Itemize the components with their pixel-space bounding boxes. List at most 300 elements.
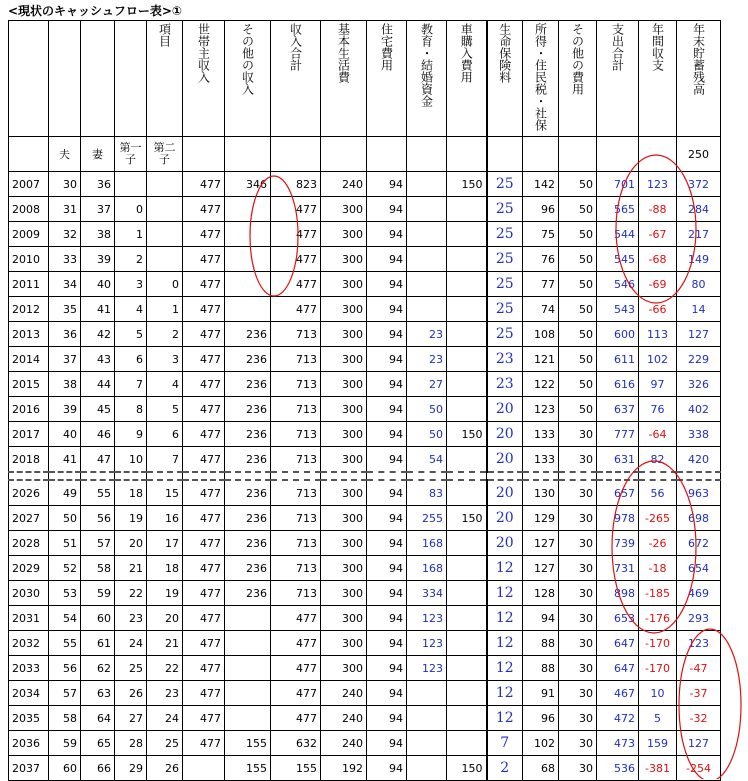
housing-cost-cell: 94 — [367, 706, 407, 731]
other-income-cell: 236 — [225, 531, 271, 556]
life-insurance-cell: 25 — [487, 272, 523, 297]
taxes-social-cell: 142 — [523, 172, 559, 197]
taxes-social-cell: 88 — [523, 631, 559, 656]
other-income-cell — [225, 681, 271, 706]
education-cost-cell: 23 — [407, 322, 447, 347]
income-total-cell: 155 — [271, 756, 321, 781]
living-cost-cell: 192 — [321, 756, 367, 781]
header-label-car-cost: 車購入費用 — [459, 23, 474, 83]
income-total-cell: 477 — [271, 272, 321, 297]
subheader-other-cost — [559, 137, 597, 172]
education-cost-cell — [407, 681, 447, 706]
header-taxes-social — [523, 21, 559, 137]
head-income-cell: 477 — [183, 606, 225, 631]
head-income-cell: 477 — [183, 556, 225, 581]
husband-age-cell: 56 — [49, 656, 81, 681]
header-year — [9, 21, 49, 137]
year-end-savings-cell: 402 — [677, 397, 721, 422]
life-insurance-cell: 7 — [487, 731, 523, 756]
header-label-income-total: 収入合計 — [288, 23, 303, 71]
education-cost-cell: 50 — [407, 422, 447, 447]
table-row — [9, 297, 721, 322]
car-cost-cell — [447, 247, 487, 272]
wife-age-cell: 44 — [81, 372, 115, 397]
annual-balance-cell: -68 — [639, 247, 677, 272]
child1-age-cell: 22 — [115, 581, 147, 606]
life-insurance-cell: 25 — [487, 197, 523, 222]
child1-age-cell: 6 — [115, 347, 147, 372]
head-income-cell: 477 — [183, 531, 225, 556]
table-row — [9, 681, 721, 706]
income-total-cell: 713 — [271, 480, 321, 506]
wife-age-cell: 37 — [81, 197, 115, 222]
year-end-savings-cell: 14 — [677, 297, 721, 322]
year-cell: 2017 — [9, 422, 49, 447]
income-total-cell: 477 — [271, 706, 321, 731]
housing-cost-cell: 94 — [367, 581, 407, 606]
husband-age-cell: 55 — [49, 631, 81, 656]
other-income-cell: 236 — [225, 480, 271, 506]
table-row — [9, 197, 721, 222]
subheader-housing-cost — [367, 137, 407, 172]
table-row — [9, 347, 721, 372]
husband-age-cell: 37 — [49, 347, 81, 372]
income-total-cell: 713 — [271, 322, 321, 347]
year-cell: 2033 — [9, 656, 49, 681]
wife-age-cell: 62 — [81, 656, 115, 681]
other-income-cell: 236 — [225, 581, 271, 606]
year-end-savings-cell: 127 — [677, 731, 721, 756]
table-row — [9, 556, 721, 581]
annual-balance-cell: -185 — [639, 581, 677, 606]
subheader-other-income — [225, 137, 271, 172]
table-row — [9, 656, 721, 681]
other-income-cell — [225, 247, 271, 272]
living-cost-cell: 300 — [321, 422, 367, 447]
car-cost-cell: 150 — [447, 506, 487, 531]
header-label-education-cost: 教育・結婚資金 — [419, 23, 434, 107]
year-cell: 2027 — [9, 506, 49, 531]
husband-age-cell: 53 — [49, 581, 81, 606]
other-cost-cell: 50 — [559, 372, 597, 397]
head-income-cell: 477 — [183, 681, 225, 706]
year-end-savings-cell: 123 — [677, 631, 721, 656]
income-total-cell: 713 — [271, 506, 321, 531]
housing-cost-cell: 94 — [367, 272, 407, 297]
expense-total-cell: 472 — [597, 706, 639, 731]
wife-age-cell: 45 — [81, 397, 115, 422]
cashflow-table-wrapper — [8, 20, 721, 781]
child1-age-cell: 23 — [115, 606, 147, 631]
child2-age-cell: 24 — [147, 706, 183, 731]
other-cost-cell: 50 — [559, 172, 597, 197]
annual-balance-cell: 5 — [639, 706, 677, 731]
other-cost-cell: 30 — [559, 480, 597, 506]
car-cost-cell — [447, 397, 487, 422]
break-cell — [597, 472, 639, 480]
header-row-titles — [9, 21, 721, 137]
head-income-cell: 477 — [183, 397, 225, 422]
child2-age-cell: 6 — [147, 422, 183, 447]
break-cell — [81, 472, 115, 480]
annual-balance-cell: 113 — [639, 322, 677, 347]
wife-age-cell: 39 — [81, 247, 115, 272]
other-income-cell — [225, 656, 271, 681]
housing-cost-cell: 94 — [367, 297, 407, 322]
other-cost-cell: 30 — [559, 706, 597, 731]
child2-age-cell — [147, 172, 183, 197]
head-income-cell — [183, 756, 225, 781]
year-end-savings-cell: 149 — [677, 247, 721, 272]
husband-age-cell: 41 — [49, 447, 81, 473]
head-income-cell: 477 — [183, 247, 225, 272]
header-head-income — [183, 21, 225, 137]
header-wife-age — [81, 21, 115, 137]
expense-total-cell: 647 — [597, 631, 639, 656]
header-label-life-insurance: 生命保険料 — [497, 23, 512, 83]
child2-age-cell: 4 — [147, 372, 183, 397]
husband-age-cell: 49 — [49, 480, 81, 506]
car-cost-cell — [447, 656, 487, 681]
income-total-cell: 477 — [271, 297, 321, 322]
income-total-cell: 713 — [271, 581, 321, 606]
expense-total-cell: 978 — [597, 506, 639, 531]
living-cost-cell: 300 — [321, 372, 367, 397]
annual-balance-cell: 102 — [639, 347, 677, 372]
car-cost-cell: 150 — [447, 172, 487, 197]
head-income-cell: 477 — [183, 480, 225, 506]
break-cell — [487, 472, 523, 480]
year-cell: 2007 — [9, 172, 49, 197]
table-row — [9, 480, 721, 506]
header-row-members — [9, 137, 721, 172]
car-cost-cell — [447, 197, 487, 222]
husband-age-cell: 34 — [49, 272, 81, 297]
husband-age-cell: 51 — [49, 531, 81, 556]
year-end-savings-cell: 654 — [677, 556, 721, 581]
annual-balance-cell: 56 — [639, 480, 677, 506]
header-label-child2-age: 項目 — [157, 23, 172, 47]
life-insurance-cell: 12 — [487, 606, 523, 631]
taxes-social-cell: 102 — [523, 731, 559, 756]
subheader-car-cost — [447, 137, 487, 172]
child2-age-cell: 2 — [147, 322, 183, 347]
wife-age-cell: 63 — [81, 681, 115, 706]
child2-age-cell: 21 — [147, 631, 183, 656]
child2-age-cell — [147, 197, 183, 222]
child2-age-cell: 16 — [147, 506, 183, 531]
education-cost-cell: 334 — [407, 581, 447, 606]
year-end-savings-cell: -47 — [677, 656, 721, 681]
year-cell: 2015 — [9, 372, 49, 397]
car-cost-cell — [447, 531, 487, 556]
child1-age-cell: 1 — [115, 222, 147, 247]
table-row — [9, 606, 721, 631]
living-cost-cell: 240 — [321, 706, 367, 731]
child2-age-cell: 5 — [147, 397, 183, 422]
year-end-savings-cell: -32 — [677, 706, 721, 731]
taxes-social-cell: 96 — [523, 706, 559, 731]
year-cell: 2018 — [9, 447, 49, 473]
other-cost-cell: 30 — [559, 756, 597, 781]
taxes-social-cell: 127 — [523, 556, 559, 581]
annual-balance-cell: -69 — [639, 272, 677, 297]
other-cost-cell: 50 — [559, 297, 597, 322]
annual-balance-cell: -67 — [639, 222, 677, 247]
year-cell: 2016 — [9, 397, 49, 422]
subheader-wife-age: 妻 — [81, 137, 115, 172]
husband-age-cell: 32 — [49, 222, 81, 247]
expense-total-cell: 600 — [597, 322, 639, 347]
year-cell: 2012 — [9, 297, 49, 322]
living-cost-cell: 300 — [321, 197, 367, 222]
life-insurance-cell: 12 — [487, 656, 523, 681]
housing-cost-cell: 94 — [367, 506, 407, 531]
year-cell: 2031 — [9, 606, 49, 631]
husband-age-cell: 30 — [49, 172, 81, 197]
head-income-cell: 477 — [183, 706, 225, 731]
taxes-social-cell: 77 — [523, 272, 559, 297]
expense-total-cell: 543 — [597, 297, 639, 322]
other-cost-cell: 30 — [559, 581, 597, 606]
taxes-social-cell: 121 — [523, 347, 559, 372]
year-end-savings-cell: 217 — [677, 222, 721, 247]
annual-balance-cell: -170 — [639, 656, 677, 681]
expense-total-cell: 898 — [597, 581, 639, 606]
taxes-social-cell: 76 — [523, 247, 559, 272]
annual-balance-cell: 82 — [639, 447, 677, 473]
income-total-cell: 477 — [271, 656, 321, 681]
income-total-cell: 477 — [271, 606, 321, 631]
wife-age-cell: 61 — [81, 631, 115, 656]
table-row — [9, 447, 721, 473]
housing-cost-cell: 94 — [367, 756, 407, 781]
child1-age-cell: 19 — [115, 506, 147, 531]
annual-balance-cell: -66 — [639, 297, 677, 322]
housing-cost-cell: 94 — [367, 347, 407, 372]
living-cost-cell: 300 — [321, 581, 367, 606]
education-cost-cell — [407, 297, 447, 322]
header-education-cost — [407, 21, 447, 137]
head-income-cell: 477 — [183, 506, 225, 531]
header-label-living-cost: 基本生活費 — [336, 23, 351, 83]
year-end-savings-cell: 963 — [677, 480, 721, 506]
header-annual-balance — [639, 21, 677, 137]
taxes-social-cell: 94 — [523, 606, 559, 631]
annual-balance-cell: 123 — [639, 172, 677, 197]
child1-age-cell: 0 — [115, 197, 147, 222]
income-total-cell: 477 — [271, 197, 321, 222]
year-end-savings-cell: 127 — [677, 322, 721, 347]
life-insurance-cell: 25 — [487, 322, 523, 347]
break-cell — [321, 472, 367, 480]
education-cost-cell — [407, 197, 447, 222]
annual-balance-cell: 76 — [639, 397, 677, 422]
car-cost-cell — [447, 731, 487, 756]
header-living-cost — [321, 21, 367, 137]
subheader-annual-balance — [639, 137, 677, 172]
life-insurance-cell: 12 — [487, 681, 523, 706]
education-cost-cell — [407, 222, 447, 247]
year-end-savings-cell: 326 — [677, 372, 721, 397]
wife-age-cell: 38 — [81, 222, 115, 247]
wife-age-cell: 40 — [81, 272, 115, 297]
header-label-taxes-social: 所得・住民税・社保 — [533, 23, 548, 131]
expense-total-cell: 739 — [597, 531, 639, 556]
income-total-cell: 477 — [271, 222, 321, 247]
housing-cost-cell: 94 — [367, 531, 407, 556]
car-cost-cell — [447, 372, 487, 397]
taxes-social-cell: 130 — [523, 480, 559, 506]
wife-age-cell: 42 — [81, 322, 115, 347]
car-cost-cell — [447, 297, 487, 322]
head-income-cell: 477 — [183, 372, 225, 397]
income-total-cell: 713 — [271, 397, 321, 422]
education-cost-cell — [407, 731, 447, 756]
child1-age-cell: 10 — [115, 447, 147, 473]
header-income-total — [271, 21, 321, 137]
wife-age-cell: 47 — [81, 447, 115, 473]
annual-balance-cell: -381 — [639, 756, 677, 781]
expense-total-cell: 546 — [597, 272, 639, 297]
head-income-cell: 477 — [183, 422, 225, 447]
table-row — [9, 272, 721, 297]
life-insurance-cell: 23 — [487, 372, 523, 397]
other-income-cell — [225, 272, 271, 297]
housing-cost-cell: 94 — [367, 422, 407, 447]
header-label-expense-total: 支出合計 — [610, 23, 625, 71]
other-cost-cell: 50 — [559, 397, 597, 422]
year-end-savings-cell: -254 — [677, 756, 721, 781]
child2-age-cell: 3 — [147, 347, 183, 372]
husband-age-cell: 57 — [49, 681, 81, 706]
life-insurance-cell: 2 — [487, 756, 523, 781]
annual-balance-cell: -88 — [639, 197, 677, 222]
sheet-title: <現状のキャッシュフロー表>① — [8, 4, 183, 18]
subheader-year-end-savings: 250 — [677, 137, 721, 172]
subheader-year — [9, 137, 49, 172]
year-cell: 2014 — [9, 347, 49, 372]
income-total-cell: 477 — [271, 681, 321, 706]
life-insurance-cell: 20 — [487, 422, 523, 447]
car-cost-cell — [447, 606, 487, 631]
housing-cost-cell: 94 — [367, 372, 407, 397]
year-cell: 2013 — [9, 322, 49, 347]
expense-total-cell: 467 — [597, 681, 639, 706]
child2-age-cell: 15 — [147, 480, 183, 506]
head-income-cell: 477 — [183, 656, 225, 681]
child2-age-cell: 1 — [147, 297, 183, 322]
housing-cost-cell: 94 — [367, 606, 407, 631]
year-cell: 2036 — [9, 731, 49, 756]
expense-total-cell: 473 — [597, 731, 639, 756]
husband-age-cell: 52 — [49, 556, 81, 581]
table-row — [9, 247, 721, 272]
year-end-savings-cell: 698 — [677, 506, 721, 531]
expense-total-cell: 616 — [597, 372, 639, 397]
income-total-cell: 713 — [271, 556, 321, 581]
expense-total-cell: 637 — [597, 397, 639, 422]
break-cell — [147, 472, 183, 480]
wife-age-cell: 46 — [81, 422, 115, 447]
husband-age-cell: 60 — [49, 756, 81, 781]
living-cost-cell: 300 — [321, 606, 367, 631]
header-label-other-cost: その他の費用 — [570, 23, 585, 95]
year-cell: 2035 — [9, 706, 49, 731]
wife-age-cell: 58 — [81, 556, 115, 581]
subheader-life-insurance — [487, 137, 523, 172]
taxes-social-cell: 133 — [523, 422, 559, 447]
child2-age-cell: 18 — [147, 556, 183, 581]
taxes-social-cell: 129 — [523, 506, 559, 531]
subheader-child2-age: 第二子 — [147, 137, 183, 172]
head-income-cell: 477 — [183, 222, 225, 247]
living-cost-cell: 300 — [321, 347, 367, 372]
education-cost-cell: 23 — [407, 347, 447, 372]
annual-balance-cell: -18 — [639, 556, 677, 581]
husband-age-cell: 58 — [49, 706, 81, 731]
year-cell: 2010 — [9, 247, 49, 272]
other-income-cell — [225, 706, 271, 731]
car-cost-cell — [447, 480, 487, 506]
year-end-savings-cell: -37 — [677, 681, 721, 706]
child2-age-cell: 22 — [147, 656, 183, 681]
annual-balance-cell: 97 — [639, 372, 677, 397]
table-row — [9, 172, 721, 197]
wife-age-cell: 55 — [81, 480, 115, 506]
living-cost-cell: 300 — [321, 506, 367, 531]
income-total-cell: 713 — [271, 372, 321, 397]
subheader-child1-age: 第一子 — [115, 137, 147, 172]
income-total-cell: 632 — [271, 731, 321, 756]
education-cost-cell: 27 — [407, 372, 447, 397]
annual-balance-cell: -176 — [639, 606, 677, 631]
year-end-savings-cell: 469 — [677, 581, 721, 606]
year-cell: 2026 — [9, 480, 49, 506]
housing-cost-cell: 94 — [367, 172, 407, 197]
wife-age-cell: 57 — [81, 531, 115, 556]
break-cell — [271, 472, 321, 480]
other-cost-cell: 30 — [559, 606, 597, 631]
other-cost-cell: 30 — [559, 631, 597, 656]
break-cell — [9, 472, 49, 480]
header-label-head-income: 世帯主収入 — [196, 23, 211, 83]
wife-age-cell: 36 — [81, 172, 115, 197]
wife-age-cell: 56 — [81, 506, 115, 531]
housing-cost-cell: 94 — [367, 631, 407, 656]
other-income-cell: 236 — [225, 447, 271, 473]
expense-total-cell: 647 — [597, 656, 639, 681]
child2-age-cell: 17 — [147, 531, 183, 556]
housing-cost-cell: 94 — [367, 681, 407, 706]
other-cost-cell: 30 — [559, 531, 597, 556]
break-cell — [49, 472, 81, 480]
child2-age-cell: 19 — [147, 581, 183, 606]
income-total-cell: 713 — [271, 422, 321, 447]
expense-total-cell: 544 — [597, 222, 639, 247]
header-husband-age — [49, 21, 81, 137]
subheader-income-total — [271, 137, 321, 172]
annual-balance-cell: -26 — [639, 531, 677, 556]
child1-age-cell: 18 — [115, 480, 147, 506]
education-cost-cell: 83 — [407, 480, 447, 506]
other-cost-cell: 30 — [559, 556, 597, 581]
child1-age-cell — [115, 172, 147, 197]
education-cost-cell — [407, 172, 447, 197]
other-income-cell: 236 — [225, 322, 271, 347]
living-cost-cell: 300 — [321, 656, 367, 681]
car-cost-cell — [447, 272, 487, 297]
